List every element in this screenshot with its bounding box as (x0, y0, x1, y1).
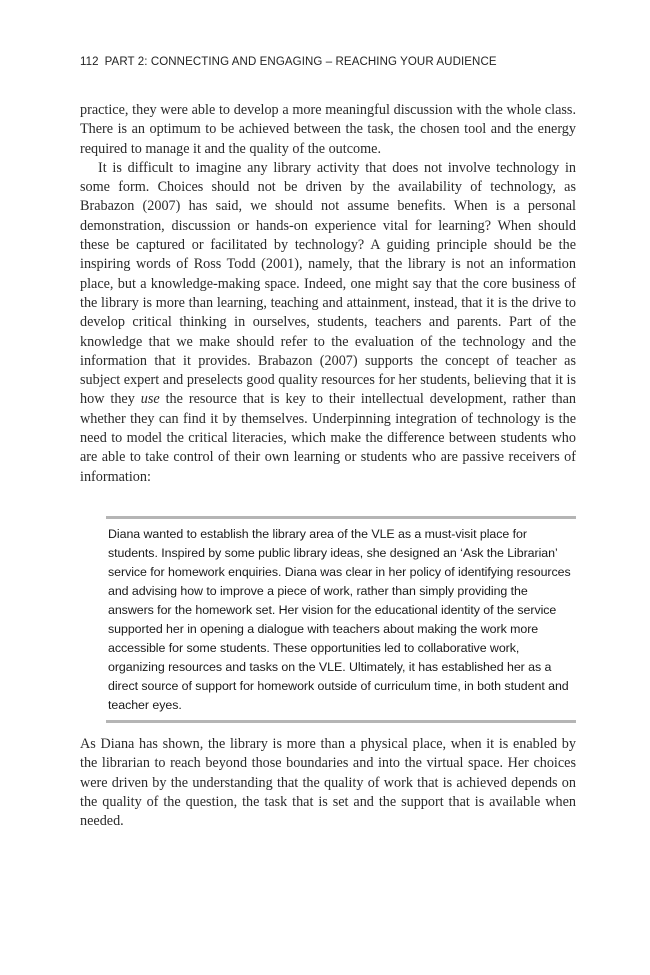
body-paragraph-1: practice, they were able to develop a more meaningful discussion with the whole class. There is an optimum to be achieved between the task, the chosen tool and the energy required to manage it and the quality of the outcome. (80, 102, 576, 157)
case-study-box (106, 516, 576, 723)
running-header (80, 56, 497, 68)
running-title: PART 2: CONNECTING AND ENGAGING – REACHING YOUR AUDIENCE (104, 56, 497, 68)
case-study-text: Diana wanted to establish the library area of the VLE as a must-visit place for students. Inspired by some public library ideas, she designed an ‘Ask the Librarian’ service for homework enquiries. Diana was clear in her policy of identifying resources and advising how to improve a piece of work, rather than simply providing the answers for the homework set. Her vision for the educational identity of the service supported her in opening a dialogue with teachers about making the work more accessible for some students. These opportunities led to collaborative work, organizing resources and tasks on the VLE. Ultimately, it has established her as a direct source of support for homework outside of curriculum time, in both student and teacher eyes. (108, 527, 571, 712)
emphasis-use: use (140, 391, 160, 408)
paragraph-2-text-b: the resource that is key to their intellectual development, rather than whether they can find it by themselves. Underpinning integration of technology is the need to model the critical literacies, which make the difference between students who are able to take control of their own learning or students who are passive receivers of information: (80, 391, 576, 485)
closing-body-text (80, 735, 576, 831)
page-number: 112 (80, 56, 99, 68)
paragraph-2-text-a: It is difficult to imagine any library activity that does not involve technology in some form. Choices should not be driven by the availability of technology, as Brabazon (2007) has said, we should not assume benefits. When is a personal demonstration, discussion or hands-on experience vital for learning? When should these be captured or facilitated by technology? A guiding principle should be the inspiring words of Ross Todd (2001), namely, that the library is not an information place, but a knowledge-making space. Indeed, one might say that the core business of the library is more than learning, teaching and attainment, instead, that it is the drive to develop critical thinking in ourselves, students, teachers and parents. Part of the knowledge that we make should refer to the evaluation of the technology and the information that it provides. Brabazon (2007) supports the concept of teacher as subject expert and preselects good quality resources for her students, believing that it is how they (80, 159, 576, 408)
closing-paragraph: As Diana has shown, the library is more than a physical place, when it is enabled by the librarian to reach beyond those boundaries and into the virtual space. Her choices were driven by the understanding that the quality of work that is achieved depends on the quality of the question, the task that is set and the support that is available when needed. (80, 736, 576, 830)
main-body-text (80, 101, 576, 487)
body-paragraph-2 (80, 159, 576, 487)
